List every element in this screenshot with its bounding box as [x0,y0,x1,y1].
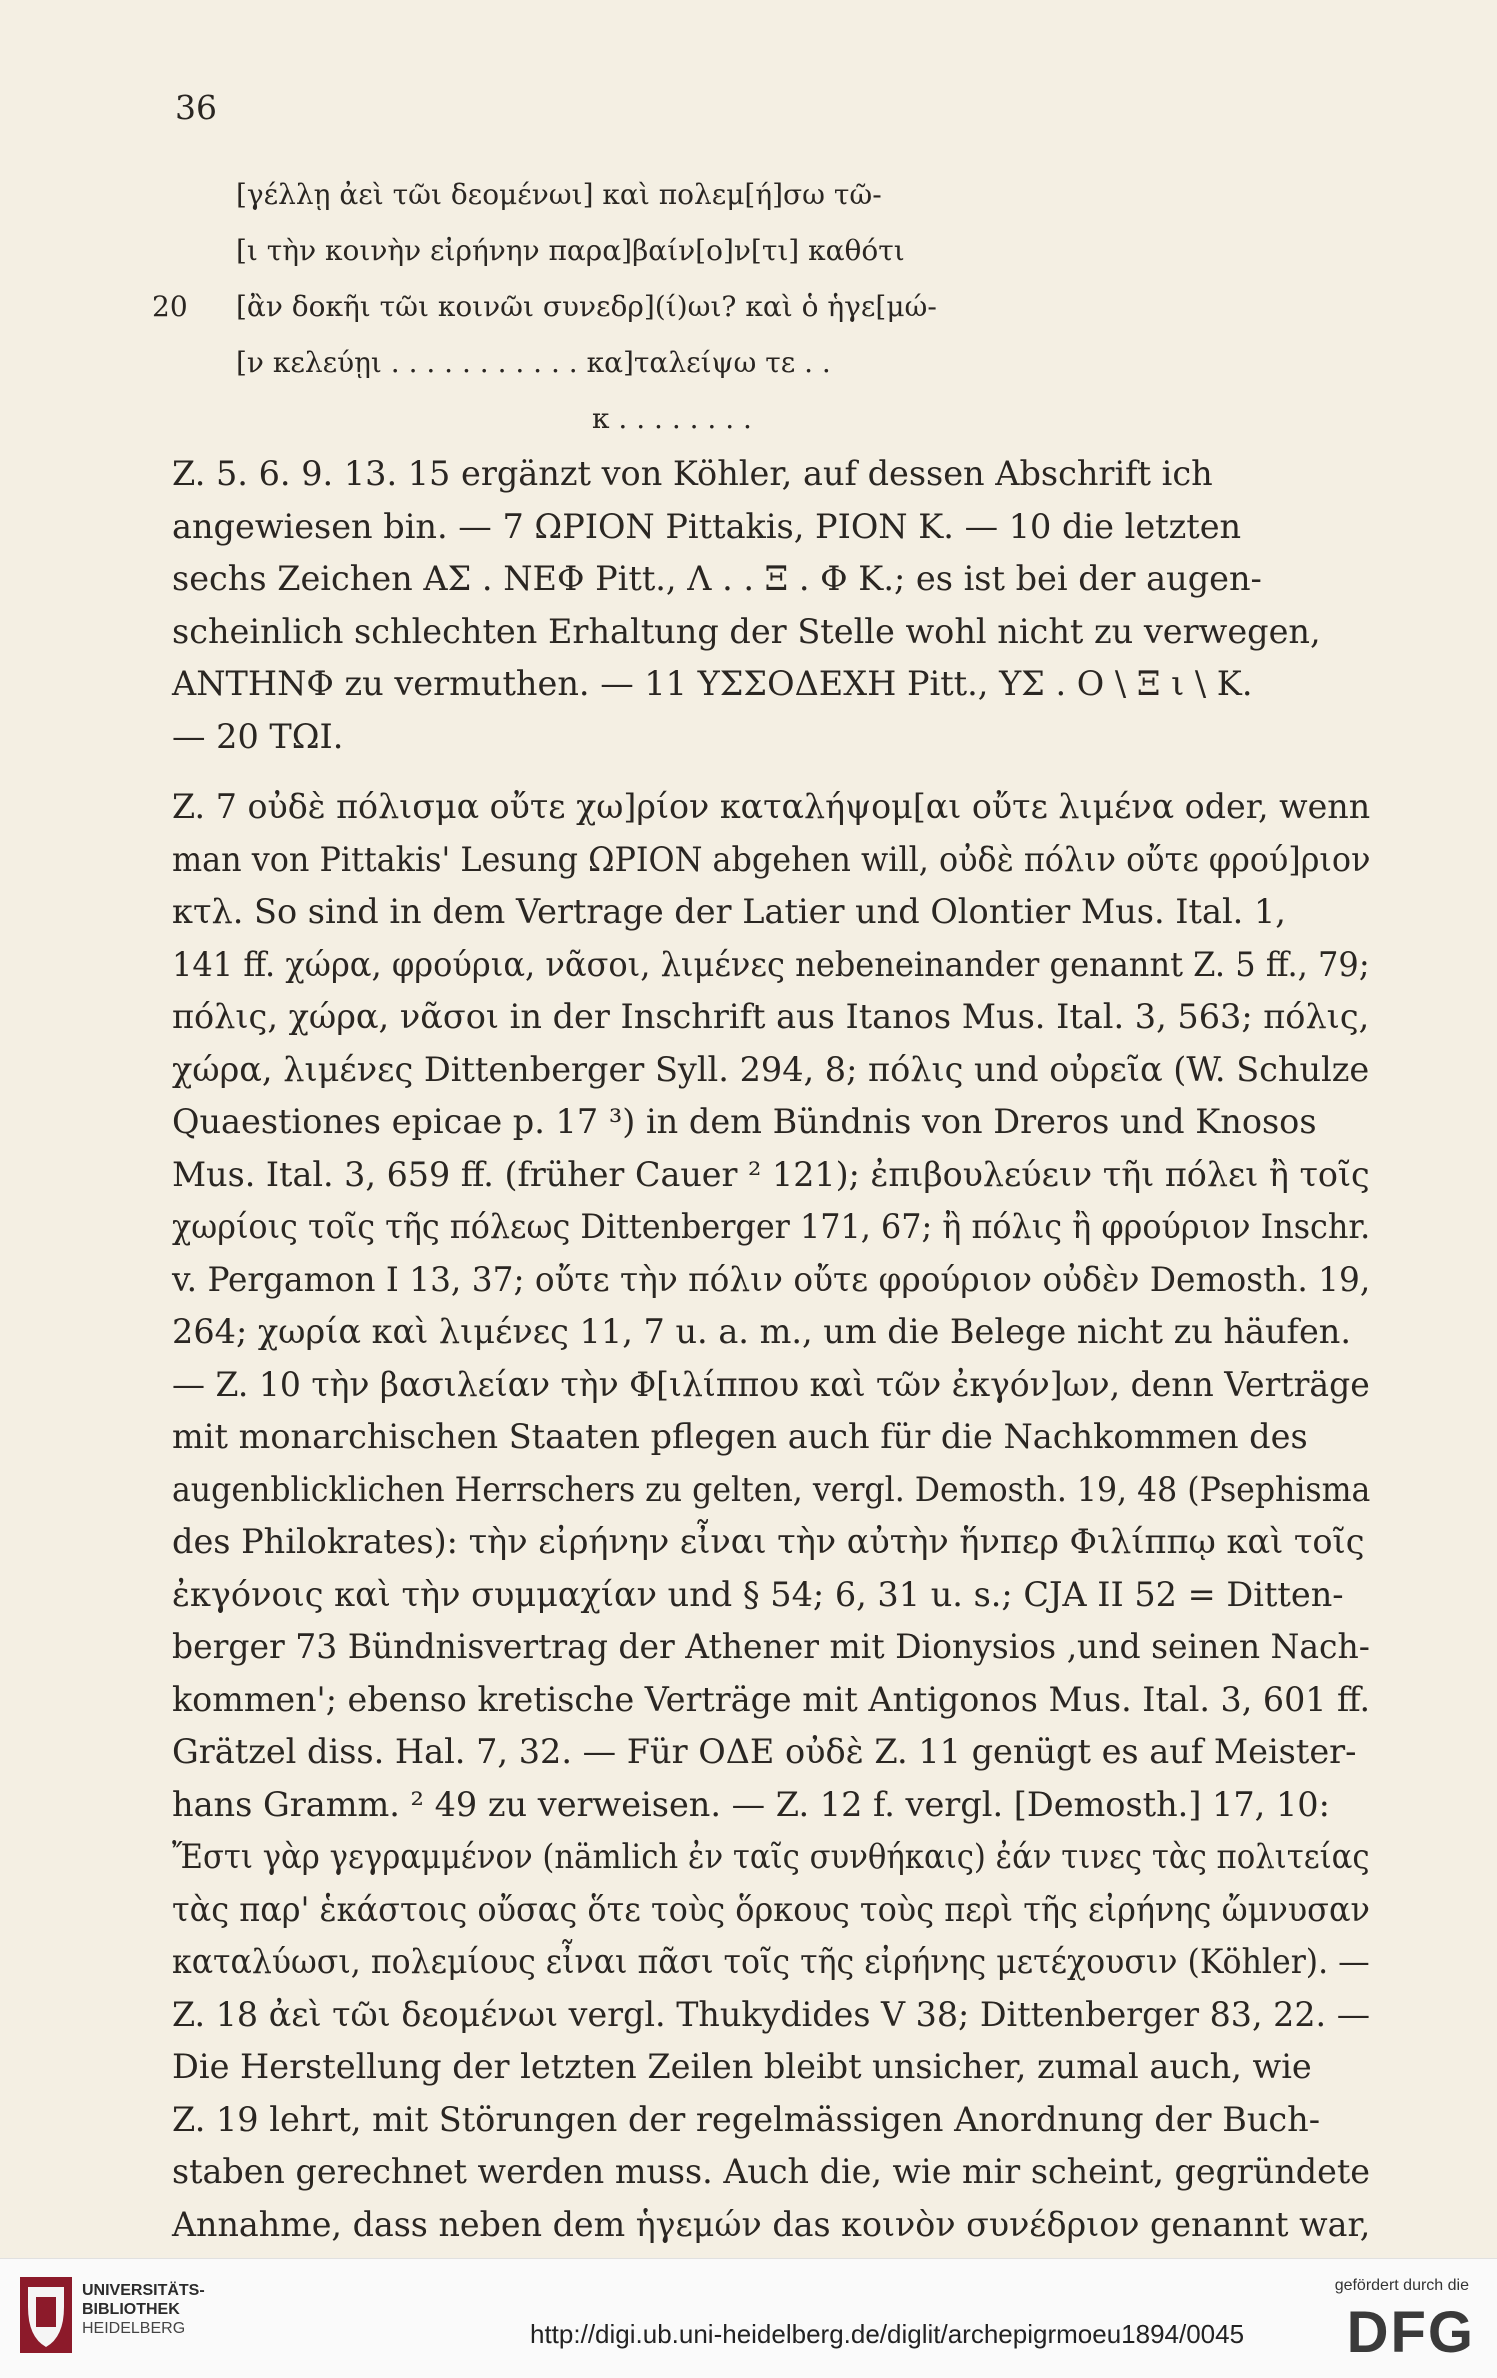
text-line: augenblicklichen Herrschers zu gelten, vergl. Demosth. 19, 48 (Psephisma [172,1469,1371,1509]
text-line: des Philokrates): τὴν εἰρήνην εἶναι τὴν αὐτὴν ἥνπερ Φιλίππῳ καὶ τοῖς [172,1522,1365,1561]
library-name [82,2281,205,2338]
text-line: berger 73 Bündnisvertrag der Athener mit Dionysios ‚und seinen Nach- [172,1627,1370,1666]
dfg-logo: DFG [1346,2300,1475,2365]
text-line: man von Pittakis' Lesung ΩΡΙΟΝ abgehen will, οὐδὲ πόλιν οὔτε φρού]ριον [172,839,1371,879]
line-number: 20 [152,290,188,323]
inscription-text: κ . . . . . . . . [236,402,752,435]
text-line: — 20 ΤΩΙ. [172,716,344,756]
text-line: scheinlich schlechten Erhaltung der Stelle wohl nicht zu verwegen, [172,611,1321,651]
inscription-line [152,234,1152,290]
text-line: kommen'; ebenso kretische Verträge mit Antigonos Mus. Ital. 3, 601 ff. [172,1679,1371,1719]
footer-bar [0,2258,1497,2378]
text-line: Mus. Ital. 3, 659 ff. (früher Cauer ² 121); ἐπιβουλεύειν τῆι πόλει ἢ τοῖς [172,1154,1370,1194]
commentary-text [172,448,1370,2322]
text-line: τὰς παρ' ἑκάστοις οὔσας ὅτε τοὺς ὅρκους τοὺς περὶ τῆς εἰρήνης ὤμνυσαν [172,1889,1370,1929]
text-line: staben gerechnet werden muss. Auch die, wie mir scheint, gegründete [172,2152,1370,2191]
text-line: Z. 5. 6. 9. 13. 15 ergänzt von Köhler, auf dessen Abschrift ich [172,454,1213,493]
text-line: Z. 18 ἀεὶ τῶι δεομένωι vergl. Thukydides V 38; Dittenberger 83, 22. — [172,1994,1371,2034]
page-number: 36 [175,88,217,127]
funded-by-label: gefördert durch die [1334,2277,1469,2294]
text-line: Quaestiones epicae p. 17 ³) in dem Bündnis von Dreros und Knosos [172,1102,1317,1141]
inscription-line [152,346,1152,402]
library-name-line2: BIBLIOTHEK [82,2301,180,2318]
text-line: κτλ. So sind in dem Vertrage der Latier und Olontier Mus. Ital. 1, [172,892,1286,931]
text-line: sechs Zeichen ΑΣ . ΝΕΦ Pitt., Λ . . Ξ . Φ K.; es ist bei der augen- [172,559,1262,598]
inscription-line [152,178,1152,234]
inscription-text: [γέλλῃ ἀεὶ τῶι δεομένωι] καὶ πολεμ[ή]σω τῶ- [236,178,882,211]
text-line: χώρα, λιμένες Dittenberger Syll. 294, 8; πόλις und οὐρεῖα (W. Schulze [172,1049,1370,1089]
library-name-line3: HEIDELBERG [82,2320,186,2337]
source-url-link[interactable]: http://digi.ub.uni-heidelberg.de/diglit/archepigrmoeu1894/0045 [530,2319,1245,2349]
text-line: καταλύωσι, πολεμίους εἶναι πᾶσι τοῖς τῆς εἰρήνης μετέχουσιν (Köhler). — [172,1942,1370,1981]
text-line: — Z. 10 τὴν βασιλείαν τὴν Φ[ιλίππου καὶ τῶν ἐκγόν]ων, denn Verträge [172,1364,1370,1404]
library-name-line1: UNIVERSITÄTS- [82,2282,205,2299]
inscription-line [152,290,1152,346]
text-line: angewiesen bin. — 7 ΩΡΙΟΝ Pittakis, ΡΙΟΝ K. — 10 die letzten [172,506,1242,546]
text-line: πόλις, χώρα, νᾶσοι in der Inschrift aus Itanos Mus. Ital. 3, 563; πόλις, [172,997,1370,1036]
text-line: Annahme, dass neben dem ἡγεμών das κοινὸν συνέδριον genannt war, [172,2204,1371,2244]
commentary-paragraph [172,781,1370,2304]
inscription-text: [ἂν δοκῆι τῶι κοινῶι συνεδρ](ί)ωι? καὶ ὁ ἡγε[μώ- [236,290,937,323]
commentary-paragraph [172,448,1370,763]
text-line: ΑΝΤΗΝΦ zu vermuthen. — 11 ΥΣΣΟΔΕΧΗ Pitt., ΥΣ . Ο \ Ξ ι \ K. [172,664,1253,703]
text-line: Ἔστι γὰρ γεγραμμένον (nämlich ἐν ταῖς συνθήκαις) ἐάν τινες τὰς πολιτείας [172,1837,1370,1876]
text-line: χωρίοις τοῖς τῆς πόλεως Dittenberger 171, 67; ἢ πόλις ἢ φρούριον Inschr. [172,1207,1371,1246]
text-line: Grätzel diss. Hal. 7, 32. — Für ΟΔΕ οὐδὲ Z. 11 genügt es auf Meister- [172,1732,1357,1771]
text-line: Die Herstellung der letzten Zeilen bleibt unsicher, zumal auch, wie [172,2047,1312,2086]
text-line: ἐκγόνοις καὶ τὴν συμμαχίαν und § 54; 6, 31 u. s.; CJA II 52 = Ditten- [172,1574,1344,1614]
university-library-logo-icon [20,2277,72,2353]
text-line: Z. 7 οὐδὲ πόλισμα οὔτε χω]ρίον καταλήψομ[αι οὔτε λιμένα oder, wenn [172,787,1371,826]
text-line: 141 ff. χώρα, φρούρια, νᾶσοι, λιμένες nebeneinander genannt Z. 5 ff., 79; [172,944,1370,984]
inscription-text: [ι τὴν κοινὴν εἰρήνην παρα]βαίν[ο]ν[τι] καθότι [236,234,905,267]
text-line: v. Pergamon I 13, 37; οὔτε τὴν πόλιν οὔτε φρούριον οὐδὲν Demosth. 19, [172,1259,1371,1299]
text-line: hans Gramm. ² 49 zu verweisen. — Z. 12 f. vergl. [Demosth.] 17, 10: [172,1784,1330,1824]
text-line: Z. 19 lehrt, mit Störungen der regelmässigen Anordnung der Buch- [172,2099,1321,2139]
text-line: 264; χωρία καὶ λιμένες 11, 7 u. a. m., um die Belege nicht zu häufen. [172,1312,1352,1351]
inscription-block [152,178,1152,458]
inscription-text: [ν κελεύῃι . . . . . . . . . . . κα]ταλείψω τε . . [236,346,831,379]
text-line: mit monarchischen Staaten pflegen auch für die Nachkommen des [172,1417,1308,1456]
